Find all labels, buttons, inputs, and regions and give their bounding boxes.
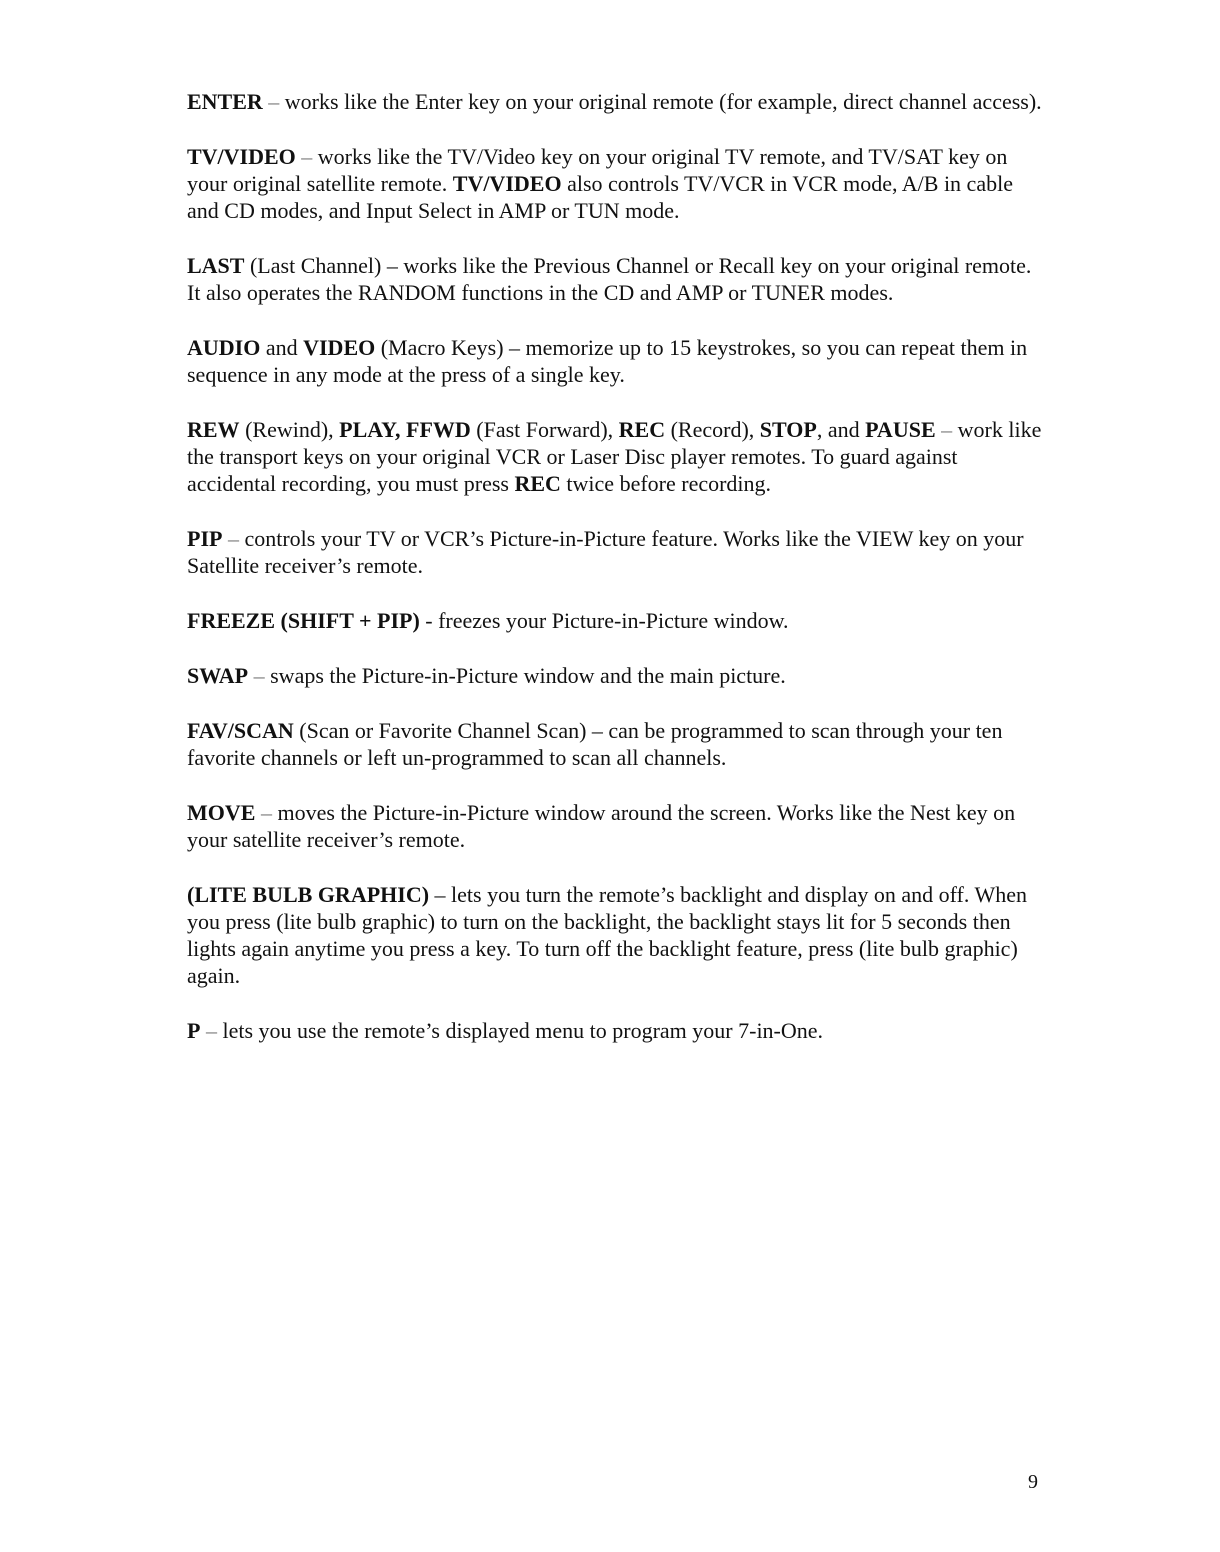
paragraph-last [187, 252, 1047, 306]
key-name: ENTER [187, 89, 263, 114]
description-text: (Record), [665, 417, 760, 442]
description-text: – lets you turn the remote’s backlight and display on and off. When you press (lite bulb graphic) to turn on the backlight, the backlight stays lit for 5 seconds then lights again anytime you press a key. To turn off the backlight feature, press (lite bulb graphic) again. [187, 882, 1027, 988]
description-text: and [260, 335, 304, 360]
description-text: – [935, 417, 958, 442]
description-text: – [255, 800, 278, 825]
description-text: – [200, 1018, 223, 1043]
description-text: - freezes your Picture-in-Picture window. [419, 608, 789, 633]
description-text: work like the transport keys on your original VCR or Laser Disc player remotes. To guard against accidental recording, you must press [187, 417, 1042, 496]
key-name: VIDEO [303, 335, 376, 360]
description-text: – [295, 144, 318, 169]
paragraph-tv-video [187, 143, 1047, 224]
key-name: MOVE [187, 800, 256, 825]
description-text: (Fast Forward), [470, 417, 619, 442]
description-text: controls your TV or VCR’s Picture-in-Picture feature. Works like the VIEW key on your Satellite receiver’s remote. [187, 526, 1024, 578]
description-text: – [248, 663, 271, 688]
description-text: (Macro Keys) – memorize up to 15 keystrokes, so you can repeat them in sequence in any mode at the press of a single key. [187, 335, 1028, 387]
description-text: , and [816, 417, 866, 442]
description-text: twice before recording. [560, 471, 772, 496]
key-name: FAV/SCAN [187, 718, 294, 743]
key-descriptions [187, 88, 1047, 1072]
key-name: PIP [187, 526, 223, 551]
key-name: SWAP [187, 663, 249, 688]
key-name: STOP [759, 417, 817, 442]
description-text: – [222, 526, 245, 551]
description-text: also controls TV/VCR in VCR mode, A/B in cable and CD modes, and Input Select in AMP or TUN mode. [187, 171, 1013, 223]
key-name: TV/VIDEO [187, 144, 296, 169]
description-text: (Rewind), [239, 417, 340, 442]
paragraph-lite-bulb [187, 881, 1047, 989]
description-text: works like the Enter key on your original remote (for example, direct channel access). [284, 89, 1042, 114]
description-text: – [262, 89, 285, 114]
paragraph-freeze [187, 607, 1047, 634]
key-name: AUDIO [187, 335, 261, 360]
key-name: (LITE BULB GRAPHIC) [187, 882, 430, 907]
paragraph-audio-video [187, 334, 1047, 388]
key-name: REC [514, 471, 561, 496]
description-text: works like the TV/Video key on your original TV remote, and TV/SAT key on your original satellite remote. [187, 144, 1008, 196]
key-name: P [187, 1018, 201, 1043]
key-name: REW [187, 417, 240, 442]
key-name: TV/VIDEO [452, 171, 562, 196]
description-text: swaps the Picture-in-Picture window and the main picture. [270, 663, 786, 688]
description-text: moves the Picture-in-Picture window around the screen. Works like the Nest key on your satellite receiver’s remote. [187, 800, 1016, 852]
key-name: LAST [187, 253, 245, 278]
key-name: PLAY, FFWD [339, 417, 471, 442]
key-name: REC [618, 417, 666, 442]
description-text: lets you use the remote’s displayed menu to program your 7-in-One. [222, 1018, 824, 1043]
paragraph-enter [187, 88, 1047, 115]
paragraph-pip [187, 525, 1047, 579]
paragraph-move [187, 799, 1047, 853]
page-number: 9 [1028, 1471, 1038, 1493]
paragraph-p [187, 1017, 1047, 1044]
key-name: FREEZE (SHIFT + PIP) [187, 608, 420, 633]
description-text: (Scan or Favorite Channel Scan) – can be programmed to scan through your ten favorite channels or left un-programmed to scan all channels. [187, 718, 1003, 770]
paragraph-transport-keys [187, 416, 1047, 497]
paragraph-fav-scan [187, 717, 1047, 771]
paragraph-swap [187, 662, 1047, 689]
description-text: (Last Channel) – works like the Previous Channel or Recall key on your original remote. It also operates the RANDOM functions in the CD and AMP or TUNER modes. [187, 253, 1032, 305]
key-name: PAUSE [865, 417, 936, 442]
